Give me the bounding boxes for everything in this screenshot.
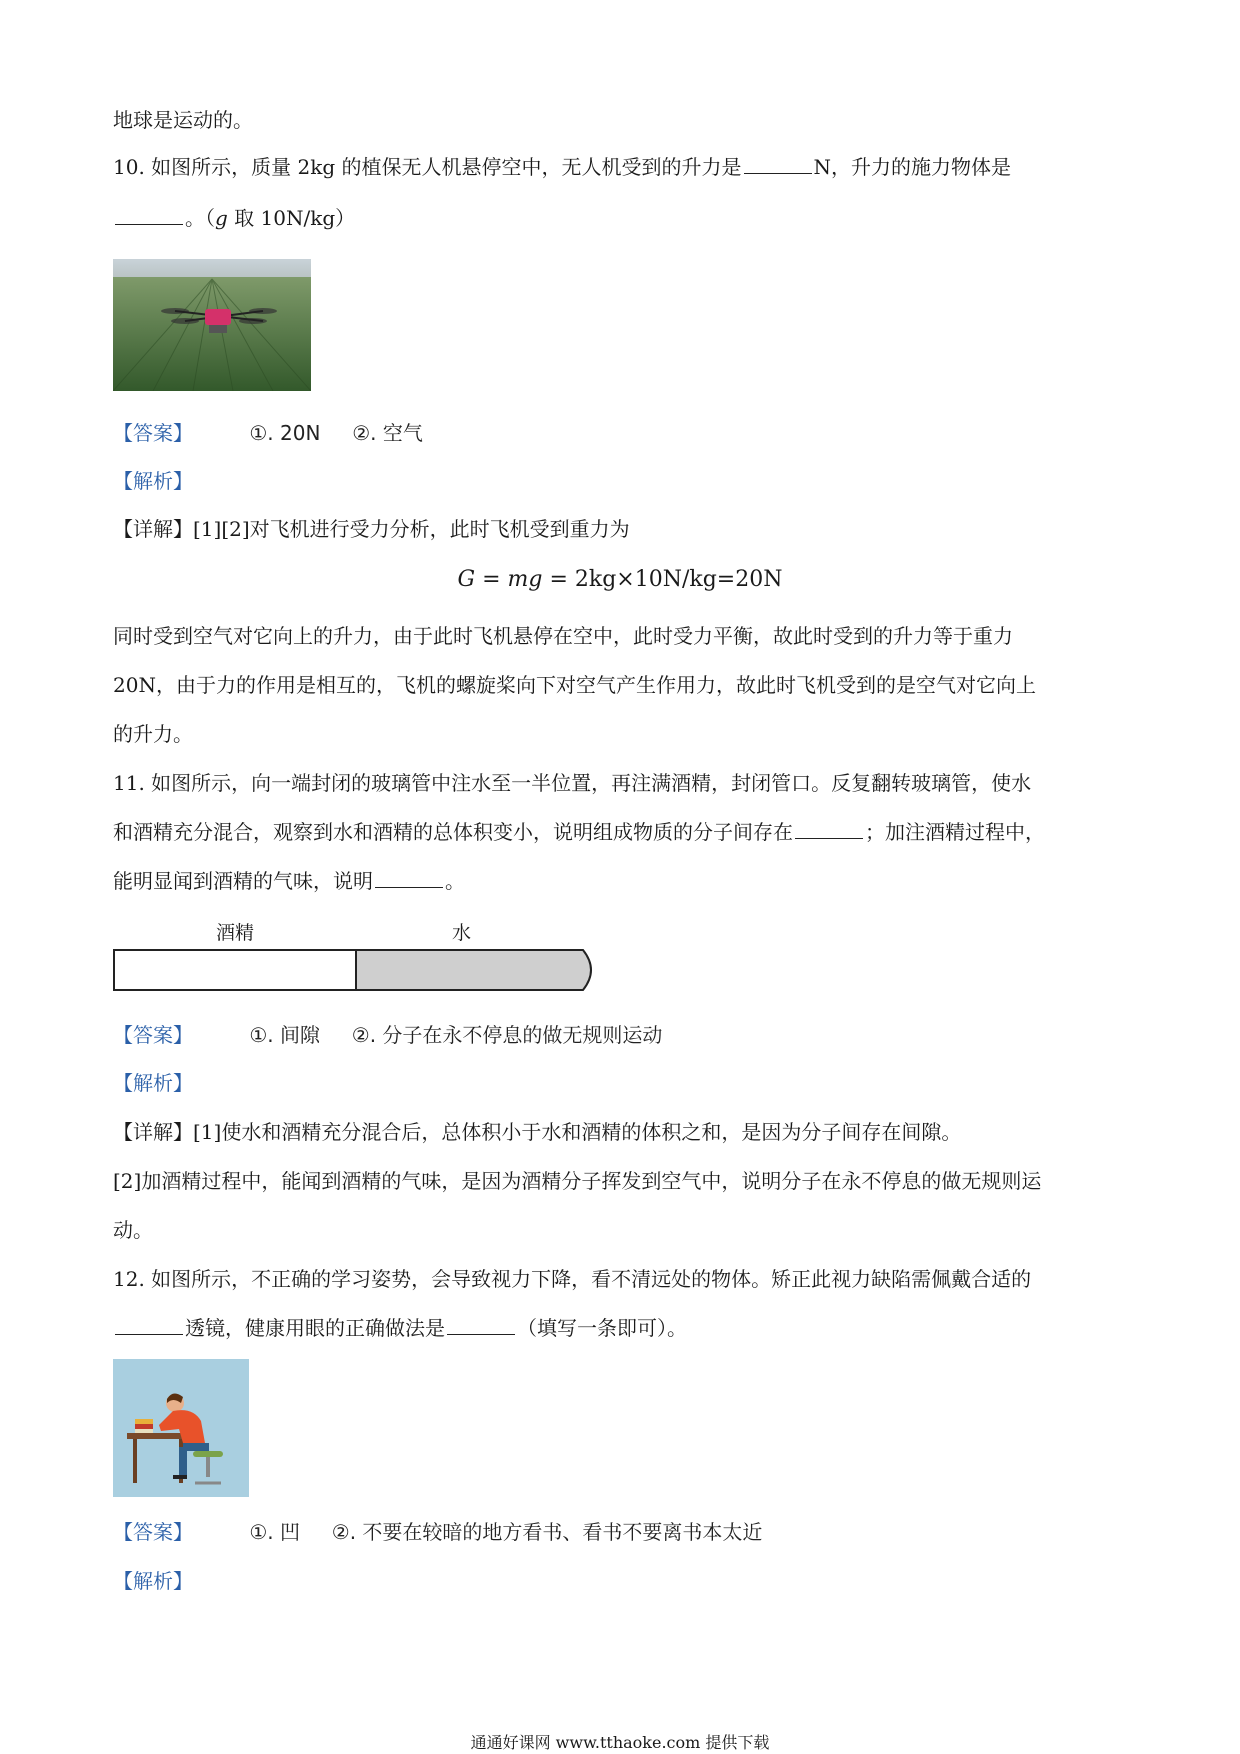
text-line: [2]加酒精过程中，能闻到酒精的气味，是因为酒精分子挥发到空气中，说明分子在永不停息的做无规则运 — [113, 1169, 1042, 1193]
formula-part: mg — [507, 567, 543, 592]
q12-text: （填写一条即可）。 — [517, 1316, 687, 1340]
q11-text: 和酒精充分混合，观察到水和酒精的总体积变小，说明组成物质的分子间存在 — [113, 820, 793, 844]
blank-field — [115, 1314, 183, 1335]
analysis-11 — [113, 1068, 193, 1098]
q11-text: 能明显闻到酒精的气味，说明 — [113, 869, 373, 893]
formula-part: = 2kg×10N/kg=20N — [542, 567, 783, 592]
blank-field — [447, 1314, 515, 1335]
label-alcohol: 酒精 — [216, 922, 255, 944]
analysis-tag: 【解析】 — [113, 1071, 193, 1095]
drone-field-image — [113, 259, 311, 391]
blank-field — [795, 818, 863, 839]
answer-text: ①. 20N ②. 空气 — [249, 421, 423, 445]
question-11: 11. 如图所示，向一端封闭的玻璃管中注水至一半位置，再注满酒精，封闭管口。反复翻转玻璃管，使水 — [113, 771, 1032, 795]
answer-text: ①. 凹 ②. 不要在较暗的地方看书、看书不要离书本太近 — [249, 1520, 763, 1544]
question-10 — [113, 152, 1011, 182]
question-11-cont — [113, 817, 1045, 847]
formula — [0, 567, 1240, 592]
blank-field — [375, 867, 443, 888]
g-symbol: g — [215, 206, 228, 230]
analysis-12 — [113, 1566, 193, 1596]
detail-text: [1][2]对飞机进行受力分析，此时飞机受到重力为 — [193, 517, 630, 541]
detail-tag: 【详解】 — [113, 1120, 193, 1144]
text-line: 同时受到空气对它向上的升力，由于此时飞机悬停在空中，此时受力平衡，故此时受到的升力等于重力 — [113, 624, 1013, 648]
q11-text: ；加注酒精过程中， — [865, 820, 1045, 844]
formula-part: = — [475, 567, 508, 592]
question-11-cont — [113, 866, 465, 896]
q10-text: 10. 如图所示，质量 2kg 的植保无人机悬停空中，无人机受到的升力是 — [113, 155, 742, 179]
question-10-cont — [113, 203, 355, 233]
detail-tag: 【详解】 — [113, 517, 193, 541]
analysis-tag: 【解析】 — [113, 469, 193, 493]
question-12: 12. 如图所示，不正确的学习姿势，会导致视力下降，看不清远处的物体。矫正此视力缺陷需佩戴合适的 — [113, 1267, 1032, 1291]
page-footer: 通通好课网 www.tthaoke.com 提供下载 — [470, 1733, 770, 1752]
q10-text: 。（ — [185, 206, 215, 230]
question-12-cont — [113, 1313, 687, 1343]
text-line: 的升力。 — [113, 722, 193, 746]
formula-part: G — [457, 567, 476, 592]
answer-tag: 【答案】 — [113, 1023, 193, 1047]
answer-text: ①. 间隙 ②. 分子在永不停息的做无规则运动 — [249, 1023, 663, 1047]
blank-field — [744, 153, 812, 174]
text-line: 20N，由于力的作用是相互的，飞机的螺旋桨向下对空气产生作用力，故此时飞机受到的是空气对它向上 — [113, 673, 1036, 697]
detail-10 — [113, 514, 630, 544]
text-line: 动。 — [113, 1218, 153, 1242]
answer-12 — [113, 1517, 762, 1547]
q10-text: N，升力的施力物体是 — [813, 155, 1012, 179]
label-water: 水 — [452, 922, 472, 944]
blank-field — [115, 204, 183, 225]
analysis-10 — [113, 466, 193, 496]
q12-text: 透镜，健康用眼的正确做法是 — [185, 1316, 445, 1340]
answer-tag: 【答案】 — [113, 1520, 193, 1544]
detail-text: [1]使水和酒精充分混合后，总体积小于水和酒精的体积之和，是因为分子间存在间隙。 — [193, 1120, 962, 1144]
text-line: 地球是运动的。 — [113, 108, 253, 132]
answer-tag: 【答案】 — [113, 421, 193, 445]
answer-10 — [113, 418, 423, 448]
answer-11 — [113, 1020, 662, 1050]
q10-text: 取 10N/kg） — [227, 206, 356, 230]
analysis-tag: 【解析】 — [113, 1569, 193, 1593]
detail-11 — [113, 1117, 961, 1147]
posture-image — [113, 1359, 249, 1497]
q11-text: 。 — [445, 869, 465, 893]
glass-tube-diagram — [113, 948, 603, 992]
